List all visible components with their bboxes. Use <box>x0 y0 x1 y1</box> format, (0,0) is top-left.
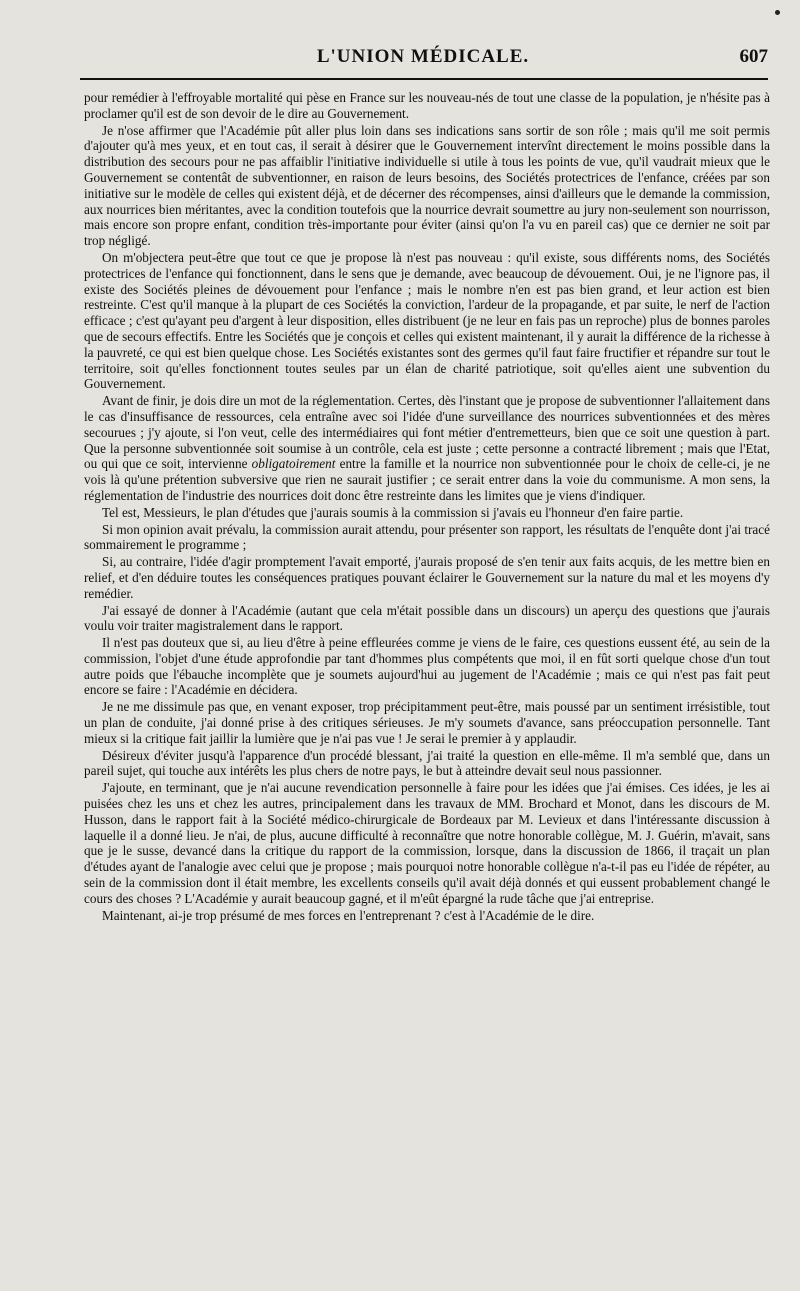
paragraph: pour remédier à l'effroyable mortalité qui pèse en France sur les nouveau-nés de tout une classe de la population, je n'hésite pas à proclamer qu'il est de son devoir de le dire au Gouvernement. <box>84 90 770 121</box>
paragraph: On m'objectera peut-être que tout ce que je propose là n'est pas nouveau : qu'il existe, sous différents noms, des Sociétés protectrices de l'enfance qui fonctionnent, dans le sens que je demande, avec beaucoup de dévouement. Oui, je ne l'ignore pas, il existe des Sociétés pleines de dévouement pour l'enfance ; mais le nombre n'en est pas bien grand, et leur action est bien restreinte. C'est qu'il manque à la plupart de ces Sociétés la conviction, l'ardeur de la propagande, et par suite, le nerf de l'action efficace ; c'est qu'ayant peu d'argent à leur disposition, elles distribuent (je ne leur en fais pas un reproche) plus de bonnes paroles que de secours effectifs. Entre les Sociétés que je conçois et celles qui existent maintenant, il y aurait la différence de la richesse à la pauvreté, ce qui est bien quelque chose. Les Sociétés existantes sont des germes qu'il faut faire fructifier et répandre sur tout le territoire, soit qu'elles fonctionnent toutes seules par un élan de charité patriotique, soit qu'elles aient une subvention du Gouvernement. <box>84 249 770 392</box>
paragraph-text: entre la famille et la nourrice non subventionnée pour le choix de celle-ci, je ne vois là qu'une prétention subversive que rien ne saurait justifier ; ce serait entrer dans la voie du communisme. A mon sens, la réglementation de l'industrie des nourrices doit donc être restreinte dans les limites que je viens d'indiquer. <box>84 456 770 503</box>
paragraph: Maintenant, ai-je trop présumé de mes forces en l'entreprenant ? c'est à l'Académie de le dire. <box>102 907 595 923</box>
page-header <box>78 46 768 74</box>
paragraph: Si, au contraire, l'idée d'agir promptement l'avait emporté, j'aurais proposé de s'en tenir aux faits acquis, de les mettre bien en relief, et d'en déduire toutes les conséquences pratiques pouvant éclairer le Gouvernement sur la nature du mal et les moyens d'y remédier. <box>84 554 770 601</box>
paragraph: Il n'est pas douteux que si, au lieu d'être à peine effleurées comme je viens de le faire, ces questions eussent été, au sein de la commission, l'objet d'une étude approfondie par tant d'hommes plus compétents que moi, il en fût sorti quelque chose d'un tout autre poids que l'ébauche incomplète que je soumets aujourd'hui au jugement de l'Académie ; mais ce qui n'est pas fait peut encore se faire : l'Académie en décidera. <box>84 635 770 698</box>
paragraph <box>84 393 770 504</box>
running-title: L'UNION MÉDICALE. <box>316 46 530 67</box>
paragraph: Tel est, Messieurs, le plan d'études que j'aurais soumis à la commission si j'avais eu l'honneur d'en faire partie. <box>102 504 684 520</box>
header-rule <box>80 78 768 80</box>
paragraph: J'ajoute, en terminant, que je n'ai aucune revendication personnelle à faire pour les idées que j'ai émises. Ces idées, je les ai puisées chez les uns et chez les autres, principalement dans les travaux de MM. Brochard et Monot, dans les discours de M. Husson, dans le rapport fait à la Société médico-chirurgicale de Bordeaux par M. Levieux et dans l'intéressante discussion à laquelle il a donné lieu. Je n'ai, de plus, aucune difficulté à reconnaître que notre honorable collègue, M. J. Guérin, m'avait, sans que je le susse, devancé dans la critique du rapport de la commission, lorsque, dans la discussion de 1866, il traçait un plan d'études ayant de l'analogie avec celui que je propose ; mais pourquoi notre honorable collègue n'a-t-il pas eu l'idée de répéter, au sein de la commission dont il était membre, les excellents conseils qu'il avait déjà donnés et qui eussent probablement changé le cours des choses ? L'Académie y aurait beaucoup gagné, et il m'eût épargné la rude tâche que j'ai entreprise. <box>84 780 770 906</box>
paragraph: Je n'ose affirmer que l'Académie pût aller plus loin dans ses indications sans sortir de son rôle ; mais qu'il me soit permis d'ajouter qu'à mes yeux, et en tout cas, il serait à désirer que le Gouvernement intervînt directement le moins possible dans la distribution des secours pour ne pas affaiblir l'initiative individuelle si utile à tous les points de vue, qu'il vaudrait mieux que le Gouvernement se contentât de subventionner, en raison de leurs besoins, des Sociétés protectrices de l'enfance, créées par son initiative sur le modèle de celles qui existent déjà, et de décerner des récompenses, ainsi d'ailleurs que le demande la commission, aux nourrices bien méritantes, avec la condition toutefois que la nourrice devrait soumettre au jury non-seulement son nourrisson, mais encore son propre enfant, condition très-importante pour éviter (ainsi qu'on l'a vu en pareil cas) que ce dernier ne soit par trop négligé. <box>84 122 770 249</box>
paragraph-text: Avant de finir, je dois dire un mot de la réglementation. Certes, dès l'instant que je propose de subventionner l'allaitement dans le cas d'insuffisance de ressources, cela entraîne avec soi l'idée d'une surveillance des nourrices subventionnées et des mères secourues ; j'y ajoute, si l'on veut, celle des intermédiaires qui font métier d'entremetteurs, bien que ce soit une question à part. Que la personne subventionnée soit soumise à un contrôle, cela est juste ; cette personne a contracté librement ; mais que l'Etat, ou qui que ce soit, intervienne <box>84 393 770 472</box>
paragraph: Désireux d'éviter jusqu'à l'apparence d'un procédé blessant, j'ai traité la question en elle-même. Il m'a semblé que, dans un pareil sujet, qui touche aux intérêts les plus chers de notre pays, le but à atteindre devait seul nous passionner. <box>84 747 770 779</box>
paragraph: Je ne me dissimule pas que, en venant exposer, trop précipitamment peut-être, mais poussé par un sentiment irrésistible, tout un plan de conduite, j'ai donné prise à des critiques sérieuses. Je m'y soumets d'avance, sans préoccupation personnelle. Tant mieux si la critique fait jaillir la lumière que je n'ai pas vue ! Je serai le premier à y applaudir. <box>84 699 770 746</box>
article-body <box>84 90 770 924</box>
ink-dot <box>775 10 780 15</box>
emphasis-text: obligatoirement <box>251 456 336 472</box>
paragraph: J'ai essayé de donner à l'Académie (autant que cela m'était possible dans un discours) un aperçu des questions que j'aurais voulu voir traiter magistralement dans le rapport. <box>84 602 770 634</box>
paragraph: Si mon opinion avait prévalu, la commission aurait attendu, pour présenter son rapport, les résultats de l'enquête dont j'ai tracé sommairement le programme ; <box>84 521 770 553</box>
page-number: 607 <box>739 46 768 67</box>
